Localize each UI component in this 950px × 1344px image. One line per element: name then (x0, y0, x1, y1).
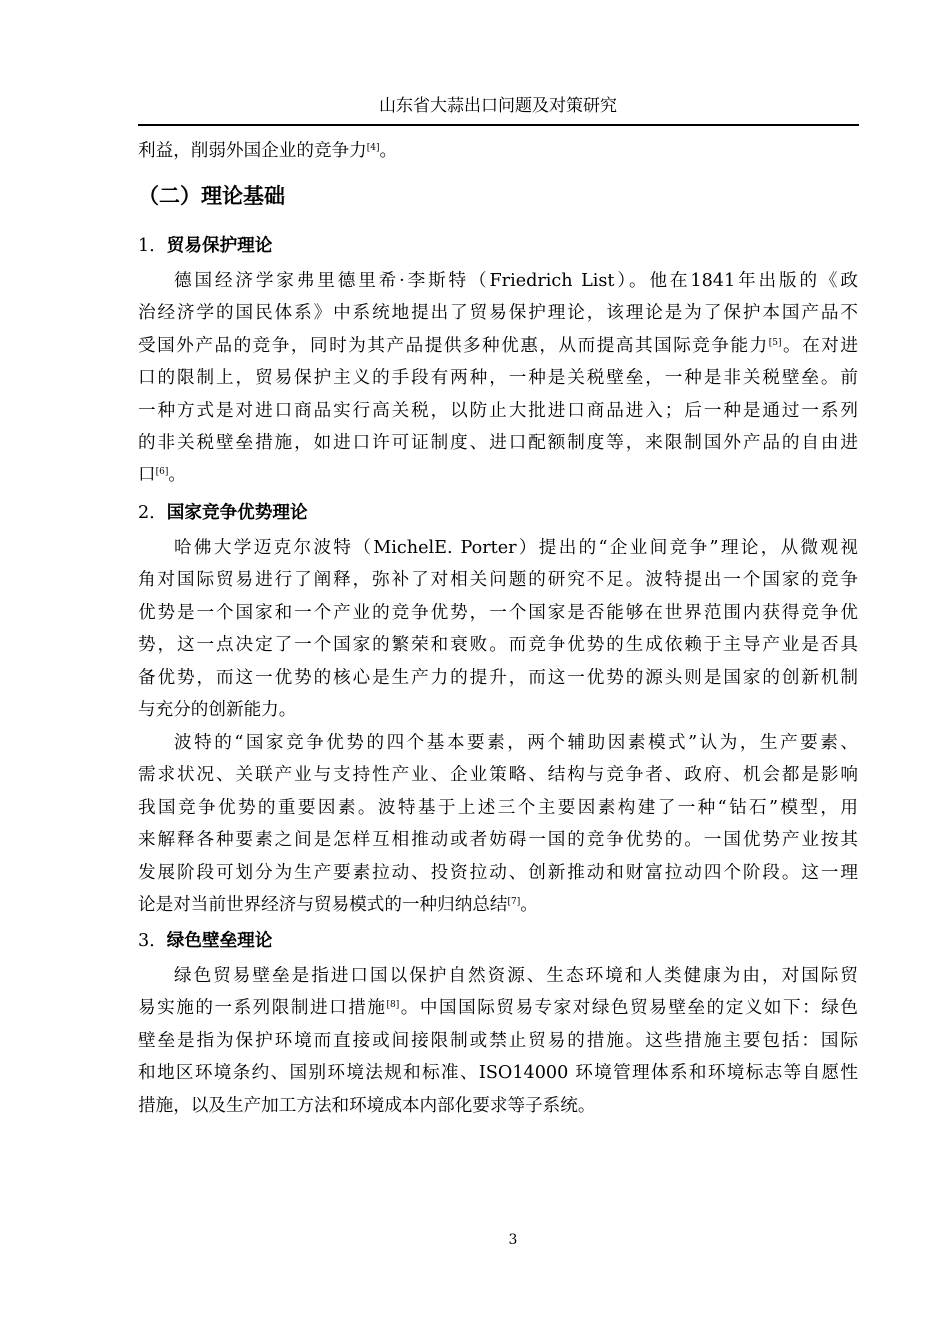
page-number: 3 (508, 1232, 518, 1248)
section-heading: （二）理论基础 (138, 184, 285, 208)
subsection-title: 国家竞争优势理论 (166, 503, 308, 523)
paragraph (138, 265, 858, 492)
running-header: 山东省大蒜出口问题及对策研究 (379, 96, 617, 116)
paragraph (138, 727, 858, 921)
text-line: 论是对当前世界经济与贸易模式的一种归纳总结[7]。 (138, 894, 538, 915)
text-line: 壁垒是指为保护环境而直接或间接限制或禁止贸易的措施。这些措施主要包括：国际 (138, 1030, 858, 1051)
text-line: 德国经济学家弗里德里希·李斯特（Friedrich List）。他在1841年出版的《政 (174, 271, 858, 291)
subsection-number: 1． (138, 236, 167, 256)
text-line: 哈佛大学迈克尔波特（MichelE. Porter）提出的“企业间竞争”理论，从微观视 (174, 538, 858, 558)
text-line: 绿色贸易壁垒是指进口国以保护自然资源、生态环境和人类健康为由，对国际贸 (174, 966, 858, 986)
text-line: 受国外产品的竞争，同时为其产品提供多种优惠，从而提高其国际竞争能力[5]。在对进 (138, 335, 858, 356)
paragraph (138, 960, 858, 1122)
text-line: 我国竞争优势的重要因素。波特基于上述三个主要因素构建了一种“钻石”模型，用 (138, 797, 858, 818)
citation-ref: [7] (507, 896, 521, 907)
text-line: 角对国际贸易进行了阐释，弥补了对相关问题的研究不足。波特提出一个国家的竞争 (138, 570, 858, 591)
text-line: 优势是一个国家和一个产业的竞争优势，一个国家是否能够在世界范围内获得竞争优 (138, 602, 858, 623)
citation-ref: [6] (155, 467, 169, 478)
subsection-heading-1 (138, 230, 272, 262)
subsection-title: 贸易保护理论 (166, 236, 273, 256)
text-line: 措施，以及生产加工方法和环境成本内部化要求等子系统。 (138, 1095, 596, 1116)
subsection-heading-3 (138, 925, 272, 957)
text-line: 波特的“国家竞争优势的四个基本要素，两个辅助因素模式”认为，生产要素、 (174, 733, 858, 753)
citation-ref: [8] (386, 1000, 400, 1011)
subsection-number: 3． (138, 931, 167, 951)
carryover-paragraph (138, 135, 858, 167)
subsection-number: 2． (138, 503, 167, 523)
citation-ref: [4] (366, 143, 380, 153)
text-line: 一种方式是对进口商品实行高关税，以防止大批进口商品进入；后一种是通过一系列 (138, 400, 858, 421)
text-line: 势，这一点决定了一个国家的繁荣和衰败。而竞争优势的生成依赖于主导产业是否具 (138, 635, 858, 656)
header-rule (138, 124, 859, 126)
subsection-title: 绿色壁垒理论 (166, 931, 273, 951)
text-line: 易实施的一系列限制进口措施[8]。中国国际贸易专家对绿色贸易壁垒的定义如下：绿色 (138, 998, 858, 1019)
text-line: 与充分的创新能力。 (138, 699, 297, 720)
text-line: 和地区环境条约、国别环境法规和标准、ISO14000 环境管理体系和环境标志等自愿性 (138, 1063, 858, 1084)
text-line: 发展阶段可划分为生产要素拉动、投资拉动、创新推动和财富拉动四个阶段。这一理 (138, 862, 858, 883)
subsection-heading-2 (138, 497, 308, 529)
text-line: 治经济学的国民体系》中系统地提出了贸易保护理论，该理论是为了保护本国产品不 (138, 303, 858, 324)
text-line: 来解释各种要素之间是怎样互相推动或者妨碍一国的竞争优势的。一国优势产业按其 (138, 830, 858, 851)
text-line: 口的限制上，贸易保护主义的手段有两种，一种是关税壁垒，一种是非关税壁垒。前 (138, 368, 858, 389)
text-line: 需求状况、关联产业与支持性产业、企业策略、结构与竞争者、政府、机会都是影响 (138, 765, 858, 786)
text-line: 备优势，而这一优势的核心是生产力的提升，而这一优势的源头则是国家的创新机制 (138, 667, 858, 688)
text-line: 的非关税壁垒措施，如进口许可证制度、进口配额制度等，来限制国外产品的自由进 (138, 432, 858, 453)
paragraph (138, 532, 858, 726)
text-line: 口[6]。 (138, 465, 186, 486)
text-line: 利益，削弱外国企业的竞争力[4]。 (138, 141, 398, 161)
citation-ref: [5] (768, 337, 782, 348)
